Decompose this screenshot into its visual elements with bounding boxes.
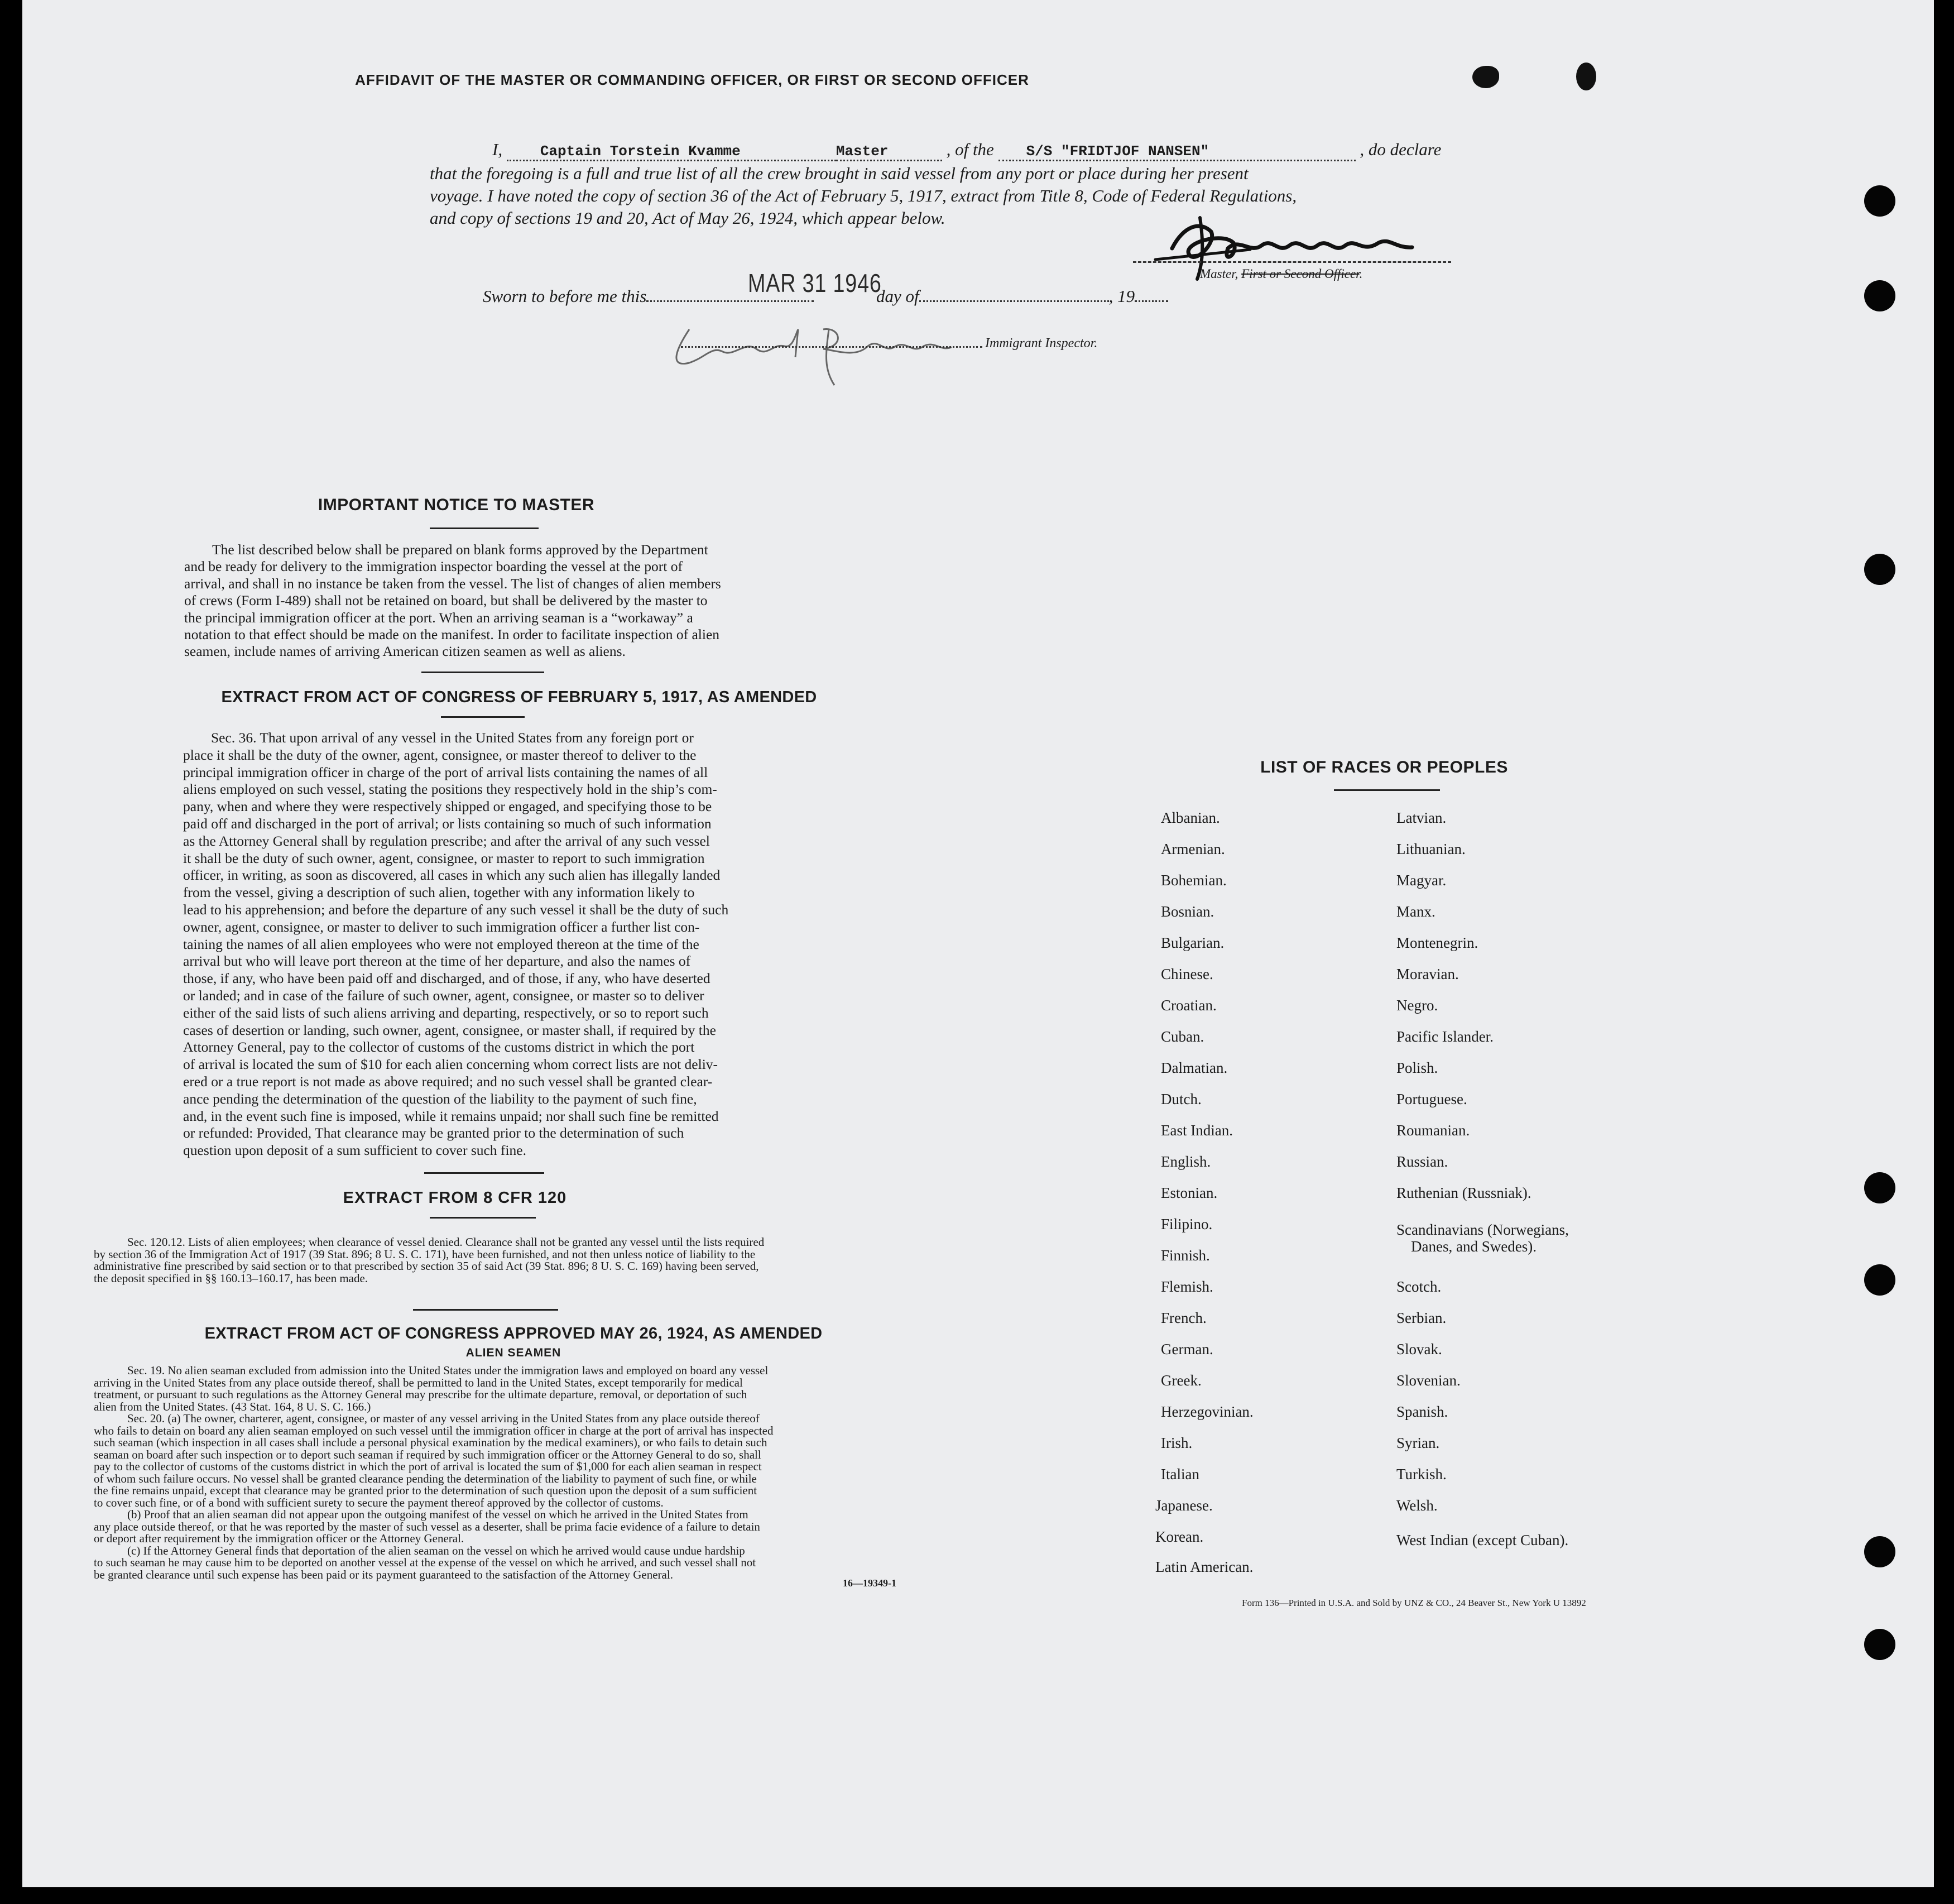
notice-body	[184, 541, 837, 660]
act-1917-line: question upon deposit of a sum sufficient to cover such fine.	[183, 1142, 526, 1159]
act-1917-line: place it shall be the duty of the owner, agent, consignee, or master thereof to deliver to the	[183, 746, 697, 763]
race-item: Manx.	[1396, 903, 1436, 920]
act-1924-line: (c) If the Attorney General finds that deportation of the alien seaman on the vessel on which he arrived would cause undue hardship	[127, 1543, 745, 1557]
affidavit-title: AFFIDAVIT OF THE MASTER OR COMMANDING OFFICER, OR FIRST OR SECOND OFFICER	[355, 71, 1029, 88]
act-1924-line: alien from the United States. (43 Stat. 164, 8 U. S. C. 166.)	[94, 1399, 371, 1413]
cfr-title-rule	[430, 1217, 536, 1219]
printer-imprint: Form 136—Printed in U.S.A. and Sold by UNZ & CO., 24 Beaver St., New York U 13892	[1242, 1598, 1586, 1608]
notice-line: the principal immigration officer at the port. When an arriving seaman is a “workaway” a	[184, 609, 693, 626]
declarant-prefix: I,	[492, 140, 503, 159]
act-1924-subtitle: ALIEN SEAMEN	[465, 1346, 561, 1359]
act-1917-line: Attorney General, pay to the collector of customs of the customs district in which the port	[183, 1039, 695, 1056]
race-item: Slovak.	[1396, 1341, 1442, 1358]
act-1917-line: owner, agent, consignee, or master to deliver to such immigration officer a further list con-	[183, 918, 700, 935]
rank-field: Master	[836, 143, 889, 160]
act-1917-line: arrival but who will leave port thereon at the time of her departure, and also the names of	[183, 953, 691, 970]
race-item: Roumanian.	[1396, 1122, 1470, 1139]
notice-line: of crews (Form I-489) shall not be retained on board, but shall be delivered by the master to	[184, 592, 708, 609]
act-1917-line: as the Attorney General shall by regulation prescribe; and after the arrival of any such vessel	[183, 832, 710, 849]
act-1924-line: of whom such failure occurs. No vessel shall be granted clearance pending the determination of the liability to payment of such fine, or while	[94, 1471, 757, 1485]
act-1917-line: Sec. 36. That upon arrival of any vessel in the United States from any foreign port or	[211, 730, 694, 746]
master-name-field: Captain Torstein Kvamme	[540, 143, 741, 160]
races-title: LIST OF RACES OR PEOPLES	[1260, 758, 1508, 776]
race-item: Albanian.	[1161, 809, 1220, 826]
section-divider	[424, 1172, 544, 1174]
race-item: Spanish.	[1396, 1403, 1448, 1420]
act-1924-title: EXTRACT FROM ACT OF CONGRESS APPROVED MAY 26, 1924, AS AMENDED	[204, 1325, 823, 1342]
declaration-line-2: that the foregoing is a full and true list of all the crew brought in said vessel from any port or place during her present	[430, 164, 1249, 183]
act-1924-line: the fine remains unpaid, except that clearance may be granted prior to the determination of such question upon the deposit of a sum sufficient	[94, 1484, 757, 1497]
act-1917-line: lead to his apprehension; and before the departure of any such vessel it shall be the duty of such	[183, 901, 729, 918]
notice-line: notation to that effect should be made on the manifest. In order to facilitate inspection of alien	[184, 626, 720, 643]
act-1917-line: paid off and discharged in the port of arrival; or lists containing so much of such information	[183, 815, 712, 832]
punch-hole	[1864, 185, 1895, 217]
act-1924-body	[94, 1365, 921, 1581]
race-item: Dutch.	[1161, 1091, 1202, 1107]
inspector-line	[681, 346, 982, 348]
act-1917-line: or refunded: Provided, That clearance may be granted prior to the determination of such	[183, 1125, 684, 1142]
race-item: Filipino.	[1161, 1216, 1213, 1232]
of-the-label: , of the	[946, 140, 994, 159]
act-1924-line: to such seaman he may cause him to be deported on another vessel at the expense of the vessel on which he arrived, and such vessel shall not	[94, 1556, 756, 1569]
act-1924-line: or deport after requirement by the immigration officer or the Attorney General.	[94, 1532, 464, 1545]
act-1924-line: treatment, or pursuant to such regulations as the Attorney General may prescribe for the ultimate departure, removal, or deportation of such	[94, 1388, 747, 1401]
race-item: Latvian.	[1396, 809, 1447, 826]
cfr-title: EXTRACT FROM 8 CFR 120	[343, 1189, 567, 1207]
cfr-body	[94, 1236, 921, 1284]
race-item: Bulgarian.	[1161, 934, 1225, 951]
race-item: Pacific Islander.	[1396, 1028, 1494, 1045]
declaration-line-4: and copy of sections 19 and 20, Act of May 26, 1924, which appear below.	[430, 208, 945, 228]
race-item: Turkish.	[1396, 1466, 1447, 1483]
ink-blot	[1576, 63, 1596, 90]
race-item: Montenegrin.	[1396, 934, 1478, 951]
act-1917-line: aliens employed on such vessel, stating the positions they respectively hold in the ship’s com-	[183, 781, 717, 798]
act-1924-line: (b) Proof that an alien seaman did not appear upon the outgoing manifest of the vessel on which he arrived in the United States from	[127, 1508, 748, 1521]
do-declare-label: , do declare	[1360, 140, 1442, 159]
act-1917-body	[183, 730, 837, 1159]
race-item: Negro.	[1396, 997, 1438, 1014]
race-item: Ruthenian (Russniak).	[1396, 1184, 1531, 1201]
act-1917-line: and, in the event such fine is imposed, while it remains unpaid; nor shall such fine be remitted	[183, 1107, 719, 1124]
race-item: Croatian.	[1161, 997, 1217, 1014]
race-item: Moravian.	[1396, 966, 1459, 982]
date-stamp: MAR 31 1946	[748, 268, 882, 298]
act-1917-line: principal immigration officer in charge of the port of arrival lists containing the names of all	[183, 764, 708, 780]
act-1917-line: cases of desertion or landing, such owner, agent, consignee, or master shall, if required by the	[183, 1021, 716, 1038]
act-1917-line: taining the names of all alien employees who were not employed thereon at the time of the	[183, 936, 699, 952]
inspector-signature	[656, 313, 968, 391]
act-1924-line: Sec. 20. (a) The owner, charterer, agent, consignee, or master of any vessel arriving in the United States from any place outside thereof	[127, 1412, 760, 1425]
signature-line	[1133, 261, 1451, 263]
race-item: Bosnian.	[1161, 903, 1214, 920]
act-1917-line: pany, when and where they were respectively shipped or engaged, and specifying those to be	[183, 798, 712, 815]
race-item: Slovenian.	[1396, 1372, 1461, 1389]
act-1917-line: or landed; and in case of the failure of such owner, agent, consignee, or master so to deliver	[183, 987, 704, 1004]
race-item: Irish.	[1161, 1435, 1193, 1451]
race-item: Scandinavians (Norwegians,	[1396, 1221, 1569, 1238]
race-item: Greek.	[1161, 1372, 1202, 1389]
act-1924-line: such seaman (which inspection in all cases shall include a personal physical examination by the medical examiners), or who fails to detain such	[94, 1436, 767, 1449]
notice-title-rule	[430, 527, 539, 529]
year-prefix: , 19	[1108, 286, 1135, 306]
race-item: Chinese.	[1161, 966, 1213, 982]
act-1917-title-rule	[441, 716, 525, 718]
punch-hole	[1864, 554, 1895, 585]
race-item: Magyar.	[1396, 872, 1447, 889]
race-item: Bohemian.	[1161, 872, 1227, 889]
race-item: Dalmatian.	[1161, 1059, 1228, 1076]
race-item: Herzegovinian.	[1161, 1403, 1254, 1420]
day-of-label: day of	[876, 286, 919, 306]
notice-line: arrival, and shall in no instance be taken from the vessel. The list of changes of alien members	[184, 575, 721, 592]
struck-officer-text: First or Second Officer	[1241, 267, 1360, 281]
form-code: 16—19349-1	[843, 1577, 896, 1589]
act-1924-line: seaman on board after such inspection or to deport such seaman if required by such immigration officer or the Attorney General to do so, shall	[94, 1447, 761, 1461]
race-item: Flemish.	[1161, 1278, 1213, 1295]
cfr-line: Sec. 120.12. Lists of alien employees; when clearance of vessel denied. Clearance shall not be granted any vessel until the lists required	[127, 1235, 765, 1249]
race-item: Welsh.	[1396, 1497, 1438, 1514]
act-1917-line: officer, in writing, as soon as discovered, all cases in which any such alien has illegally landed	[183, 867, 721, 884]
punch-hole	[1864, 1536, 1895, 1567]
sworn-label: Sworn to before me this	[483, 286, 647, 306]
cfr-line: the deposit specified in §§ 160.13–160.17, has been made.	[94, 1271, 368, 1285]
race-item: Estonian.	[1161, 1184, 1218, 1201]
act-1924-line: any place outside thereof, or that he was reported by the master of such vessel as a deserter, shall be prima facie evidence of a failure to detain	[94, 1519, 760, 1533]
race-item: Scotch.	[1396, 1278, 1442, 1295]
race-item: Cuban.	[1161, 1028, 1204, 1045]
race-item: Armenian.	[1161, 841, 1225, 857]
act-1924-line: pay to the collector of customs of the customs district in which the port of arrival is located the sum of $1,000 for each alien seaman in respect	[94, 1460, 762, 1473]
act-1917-line: ered or a true report is not made as above required; and no such vessel shall be granted clear-	[183, 1073, 713, 1090]
race-item: English.	[1161, 1153, 1211, 1170]
race-item: Finnish.	[1161, 1247, 1210, 1264]
act-1924-line: who fails to detain on board any alien seaman employed on such vessel until the immigration officer in charge at the port of arrival has inspected	[94, 1423, 774, 1437]
race-item: Lithuanian.	[1396, 841, 1466, 857]
notice-line: and be ready for delivery to the immigration inspector boarding the vessel at the port of	[184, 558, 683, 575]
punch-hole	[1864, 1264, 1895, 1296]
form-page	[22, 0, 1934, 1887]
act-1917-line: either of the said lists of such aliens arriving and departing, respectively, or so to report such	[183, 1004, 709, 1021]
notice-line: seamen, include names of arriving American citizen seamen as well as aliens.	[184, 643, 626, 660]
act-1924-line: arriving in the United States from any place outside thereof, shall be permitted to land in the United States, except temporarily for medical	[94, 1375, 743, 1389]
act-1917-line: from the vessel, giving a description of such alien, together with any information likely to	[183, 884, 695, 901]
race-item: Italian	[1161, 1466, 1199, 1483]
declaration-line-1	[492, 140, 1837, 161]
sworn-date-line	[876, 286, 1168, 306]
act-1917-line: those, if any, who have been paid off and discharged, and of those, if any, who have deserted	[183, 970, 710, 987]
act-1917-line: it shall be the duty of such owner, agent, consignee, or master to report to such immigration	[183, 850, 705, 866]
race-item: West Indian (except Cuban).	[1396, 1532, 1569, 1548]
notice-title: IMPORTANT NOTICE TO MASTER	[318, 496, 595, 514]
act-1924-line: be granted clearance until such expense has been paid or its payment guaranteed to the satisfaction of the Attorney General.	[94, 1567, 673, 1581]
punch-hole	[1864, 1172, 1895, 1203]
inspector-label: Immigrant Inspector.	[985, 336, 1098, 351]
race-item: Russian.	[1396, 1153, 1448, 1170]
race-item: Syrian.	[1396, 1435, 1440, 1451]
punch-hole	[1864, 280, 1895, 311]
act-1924-line: to cover such fine, or of a bond with sufficient surety to secure the payment thereof approved by the collector of customs.	[94, 1495, 664, 1509]
section-divider	[413, 1309, 558, 1311]
cfr-line: by section 36 of the Immigration Act of 1917 (39 Stat. 896; 8 U. S. C. 171), have been furnished, and not then unless notice of liability to the	[94, 1247, 756, 1261]
race-item: East Indian.	[1161, 1122, 1233, 1139]
race-item-continued: Danes, and Swedes).	[1411, 1238, 1537, 1255]
race-item: Polish.	[1396, 1059, 1438, 1076]
races-title-rule	[1334, 789, 1440, 791]
act-1917-line: of arrival is located the sum of $10 for each alien concerning whom correct lists are not deliv-	[183, 1056, 718, 1073]
punch-hole	[1864, 1629, 1895, 1660]
section-divider	[421, 672, 544, 673]
race-item: Portuguese.	[1396, 1091, 1467, 1107]
race-item: Japanese.	[1155, 1497, 1213, 1514]
race-item: Korean.	[1155, 1528, 1204, 1545]
cfr-line: administrative fine prescribed by said section or to that prescribed by section 35 of said Act (39 Stat. 896; 8 U. S. C. 169) having been served,	[94, 1259, 759, 1273]
notice-line: The list described below shall be prepared on blank forms approved by the Department	[212, 541, 708, 558]
declaration-line-3: voyage. I have noted the copy of section 36 of the Act of February 5, 1917, extract from Title 8, Code of Federal Regulations,	[430, 186, 1297, 205]
race-item: Latin American.	[1155, 1558, 1254, 1575]
ink-blot	[1472, 66, 1499, 88]
signature-caption: Master, First or Second Officer.	[1200, 267, 1363, 281]
vessel-name-field: S/S "FRIDTJOF NANSEN"	[1026, 143, 1209, 160]
race-item: French.	[1161, 1310, 1207, 1326]
act-1917-line: ance pending the determination of the question of the liability to the payment of such fine,	[183, 1090, 697, 1107]
act-1924-line: Sec. 19. No alien seaman excluded from admission into the United States under the immigration laws and employed on board any vessel	[127, 1364, 769, 1377]
race-item: Serbian.	[1396, 1310, 1447, 1326]
act-1917-title: EXTRACT FROM ACT OF CONGRESS OF FEBRUARY 5, 1917, AS AMENDED	[221, 688, 817, 706]
race-item: German.	[1161, 1341, 1213, 1358]
